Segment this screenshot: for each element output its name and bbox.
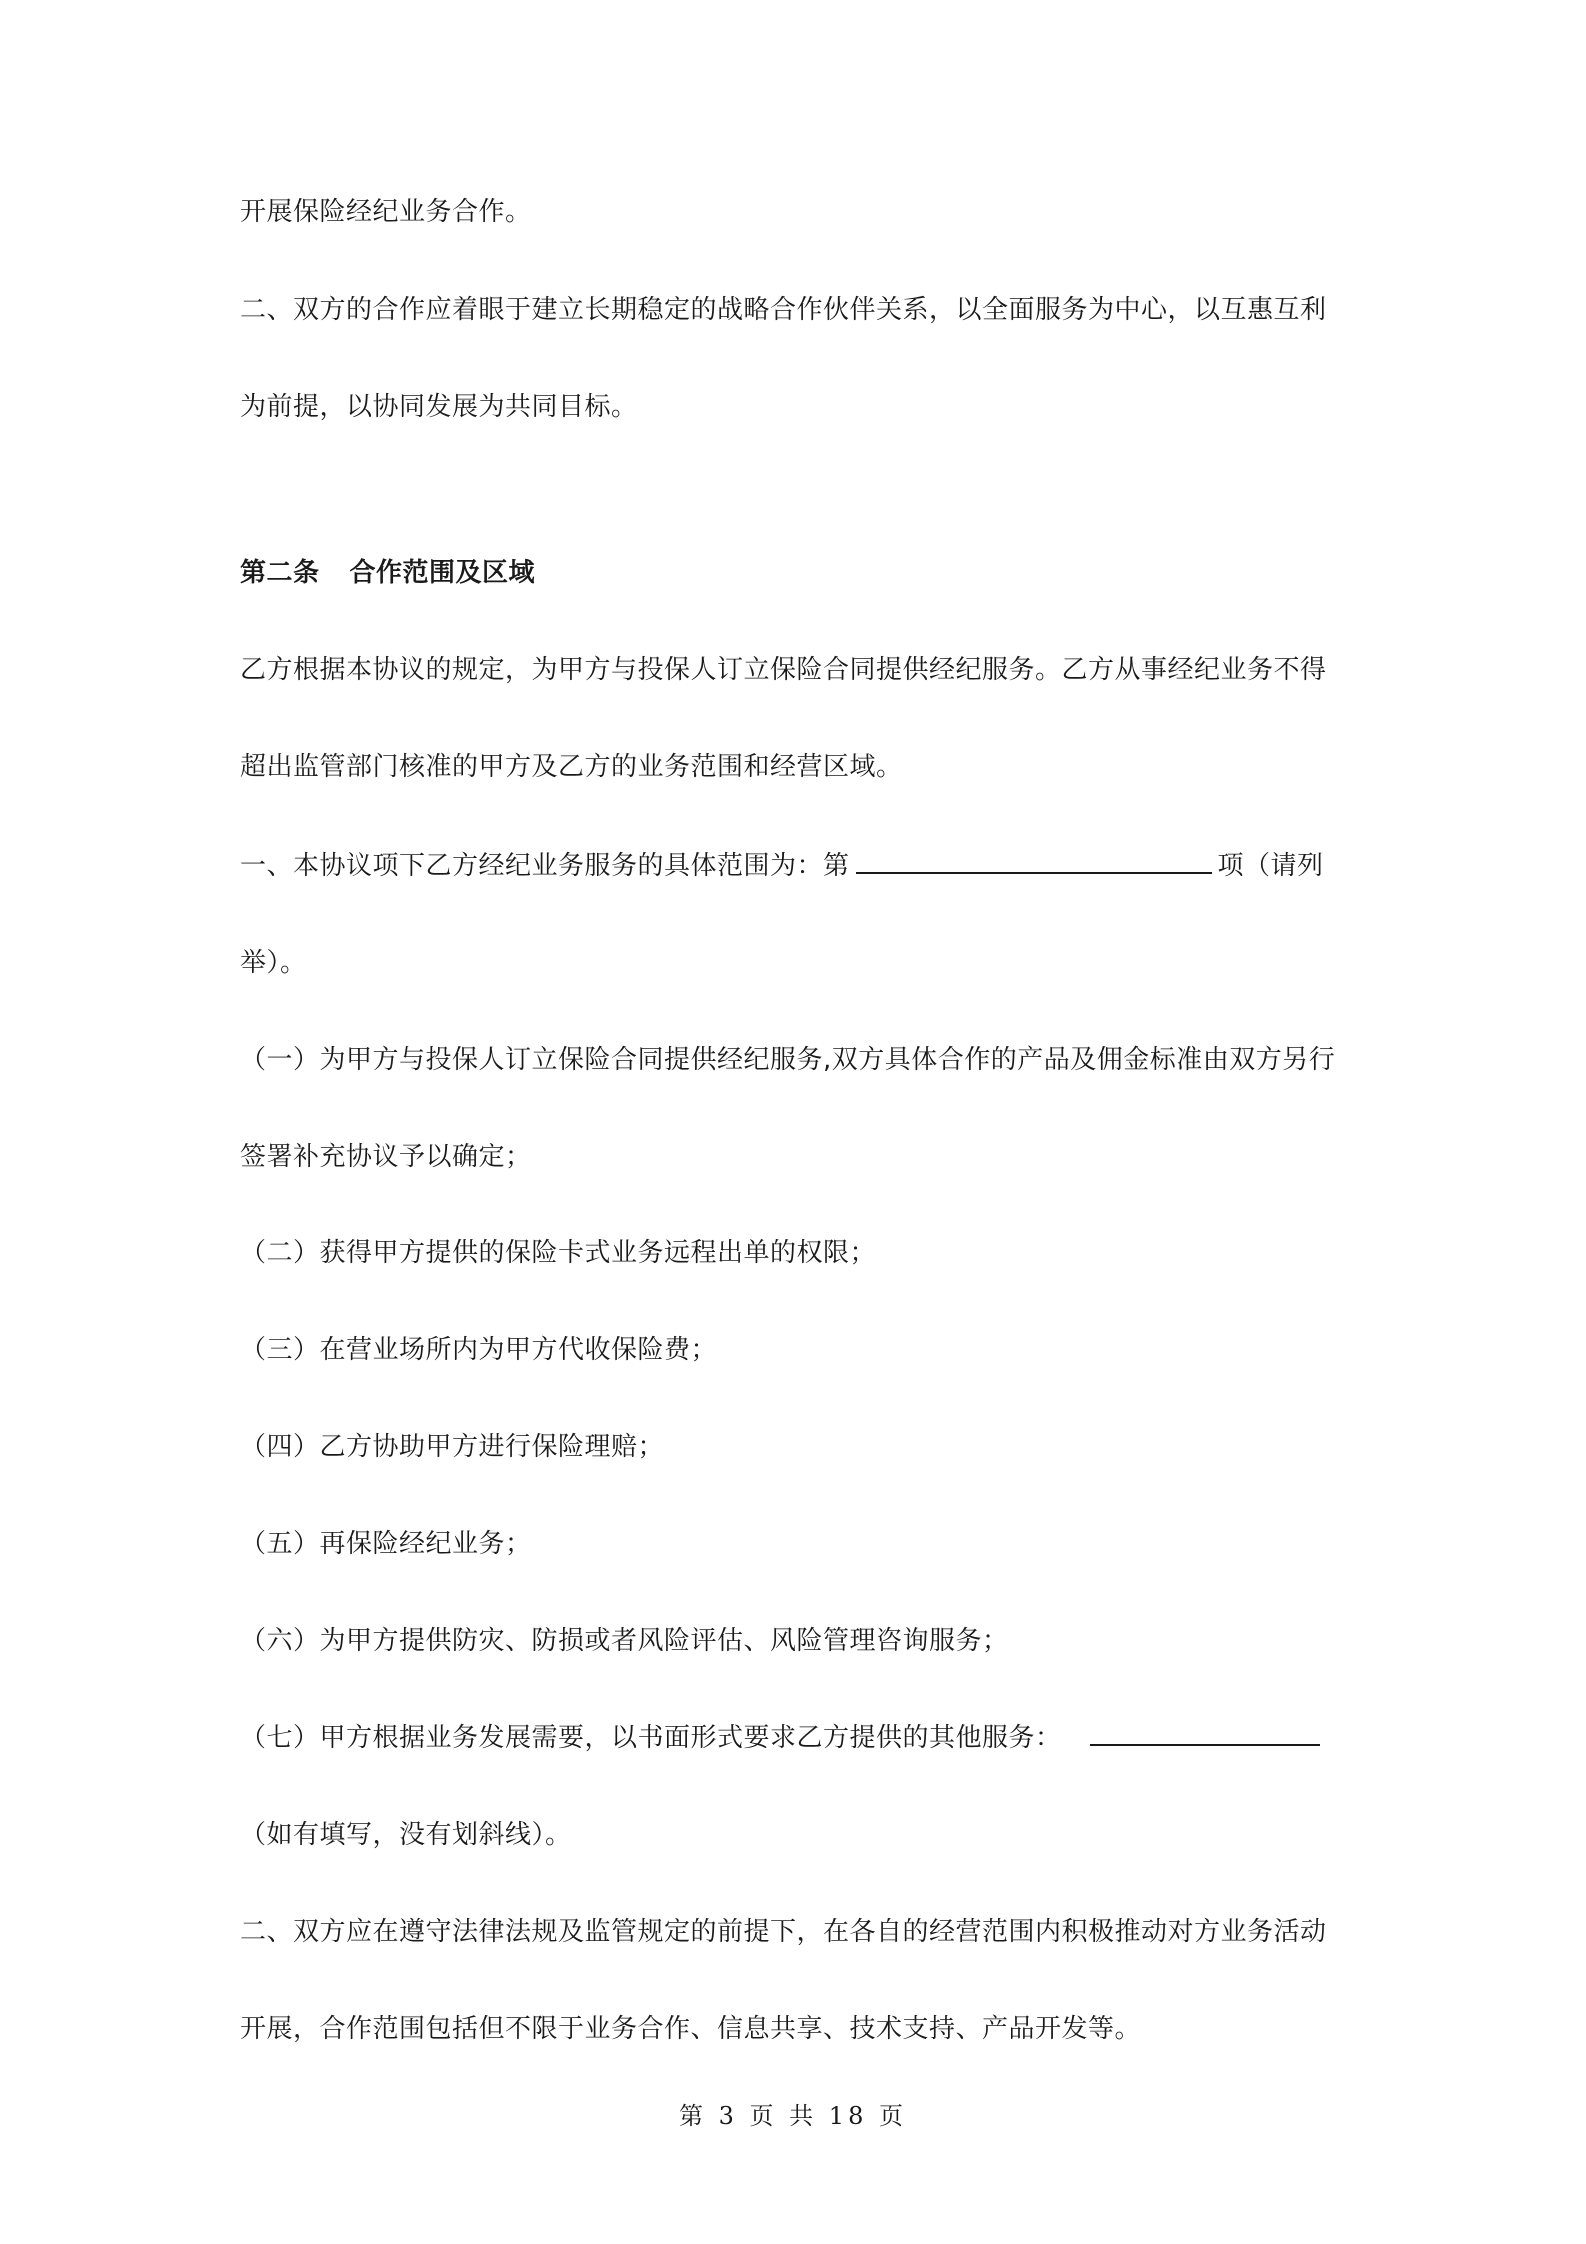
paragraph-line: 开展保险经纪业务合作。 [240,197,532,227]
list-item: （三）在营业场所内为甲方代收保险费； [240,1335,718,1365]
list-item: （四）乙方协助甲方进行保险理赔； [240,1432,665,1462]
paragraph-line: 乙方根据本协议的规定，为甲方与投保人订立保险合同提供经纪服务。乙方从事经纪业务不得 [240,655,1327,685]
list-item: （五）再保险经纪业务； [240,1529,532,1559]
section-heading [240,556,535,590]
paragraph-line: 二、双方应在遵守法律法规及监管规定的前提下，在各自的经营范围内积极推动对方业务活动 [240,1917,1327,1947]
paragraph-text: 项（请列 [1217,851,1324,881]
paragraph-line: 举）。 [240,948,307,978]
paragraph-line: 开展，合作范围包括但不限于业务合作、信息共享、技术支持、产品开发等。 [240,2014,1142,2044]
list-item: （二）获得甲方提供的保险卡式业务远程出单的权限； [240,1238,877,1268]
section-number: 第二条 [240,558,320,588]
list-item: （如有填写，没有划斜线）。 [240,1820,572,1850]
fill-in-blank[interactable] [1090,1722,1320,1746]
list-item: （六）为甲方提供防灾、防损或者风险评估、风险管理咨询服务； [240,1626,1009,1656]
list-item: 签署补充协议予以确定； [240,1142,532,1172]
page-footer: 第 3 页 共 18 页 [679,2102,907,2130]
paragraph-line: 二、双方的合作应着眼于建立长期稳定的战略合作伙伴关系，以全面服务为中心，以互惠互利 [240,295,1327,325]
paragraph-line [240,849,1324,883]
fill-in-blank[interactable] [856,850,1212,874]
paragraph-text: 一、本协议项下乙方经纪业务服务的具体范围为：第 [240,851,850,881]
list-item [240,1721,1320,1755]
paragraph-line: 超出监管部门核准的甲方及乙方的业务范围和经营区域。 [240,752,903,782]
paragraph-text: （七）甲方根据业务发展需要，以书面形式要求乙方提供的其他服务： [240,1723,1062,1753]
list-item: （一）为甲方与投保人订立保险合同提供经纪服务,双方具体合作的产品及佣金标准由双方另行 [240,1045,1336,1075]
section-title: 合作范围及区域 [349,558,536,588]
paragraph-line: 为前提，以协同发展为共同目标。 [240,392,638,422]
